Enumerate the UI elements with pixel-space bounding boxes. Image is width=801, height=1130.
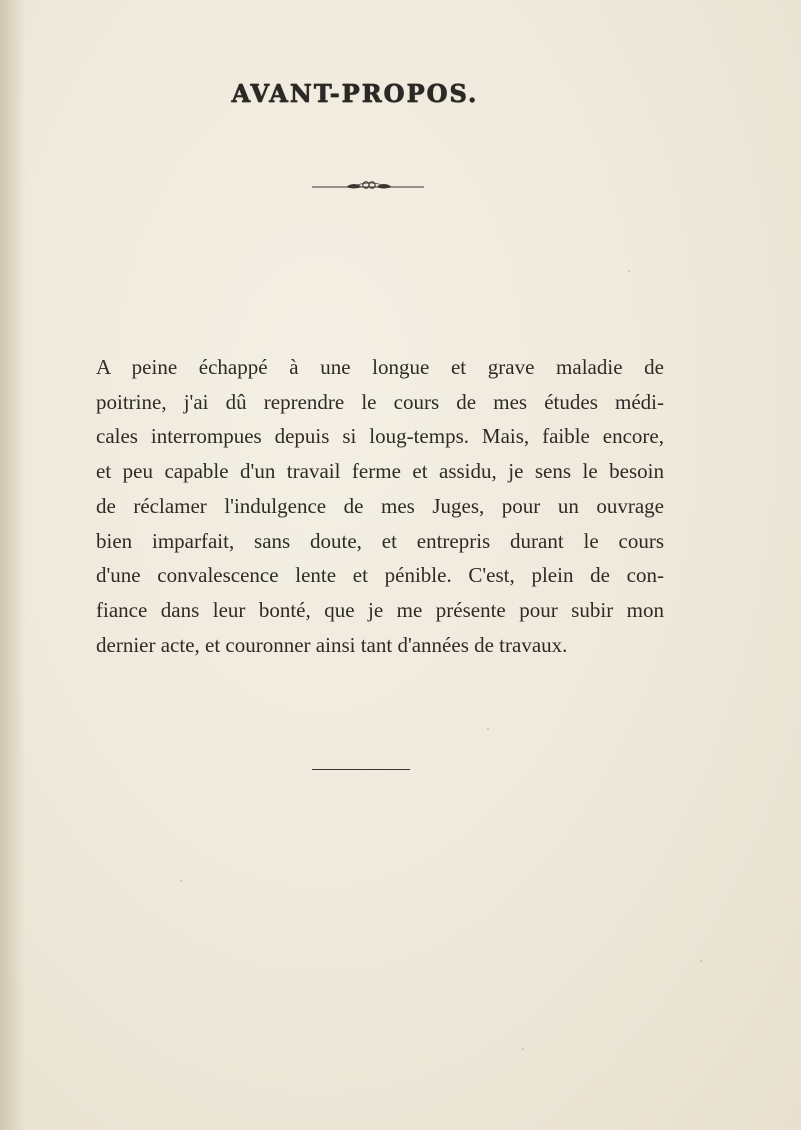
paper-speck xyxy=(628,270,630,272)
end-rule xyxy=(312,769,410,770)
heading-block xyxy=(230,78,480,110)
paragraph-line: bien imparfait, sans doute, et entrepris durant le cours xyxy=(96,528,664,553)
paper-speck xyxy=(487,728,489,730)
paper-speck xyxy=(700,960,702,962)
paragraph-line: dernier acte, et couronner ainsi tant d'années de travaux. xyxy=(96,632,568,657)
page-heading: AVANT-PROPOS. xyxy=(231,79,479,108)
paragraph-line: cales interrompues depuis si loug-temps. Mais, faible encore, xyxy=(96,424,664,449)
binding-shadow xyxy=(0,0,26,1130)
paragraph-line: d'une convalescence lente et pénible. C'est, plein de con- xyxy=(96,563,664,588)
paper-speck xyxy=(522,1048,524,1050)
paragraph-line: de réclamer l'indulgence de mes Juges, pour un ouvrage xyxy=(96,493,664,518)
foreword-paragraph xyxy=(96,350,664,662)
paragraph-line: et peu capable d'un travail ferme et assidu, je sens le besoin xyxy=(96,459,664,484)
paragraph-line: fiance dans leur bonté, que je me présente pour subir mon xyxy=(96,597,664,622)
paper-speck xyxy=(180,880,182,882)
fleuron-icon xyxy=(312,178,424,194)
paragraph-line: A peine échappé à une longue et grave maladie de xyxy=(96,355,664,379)
paragraph-line: poitrine, j'ai dû reprendre le cours de mes études médi- xyxy=(96,389,664,414)
